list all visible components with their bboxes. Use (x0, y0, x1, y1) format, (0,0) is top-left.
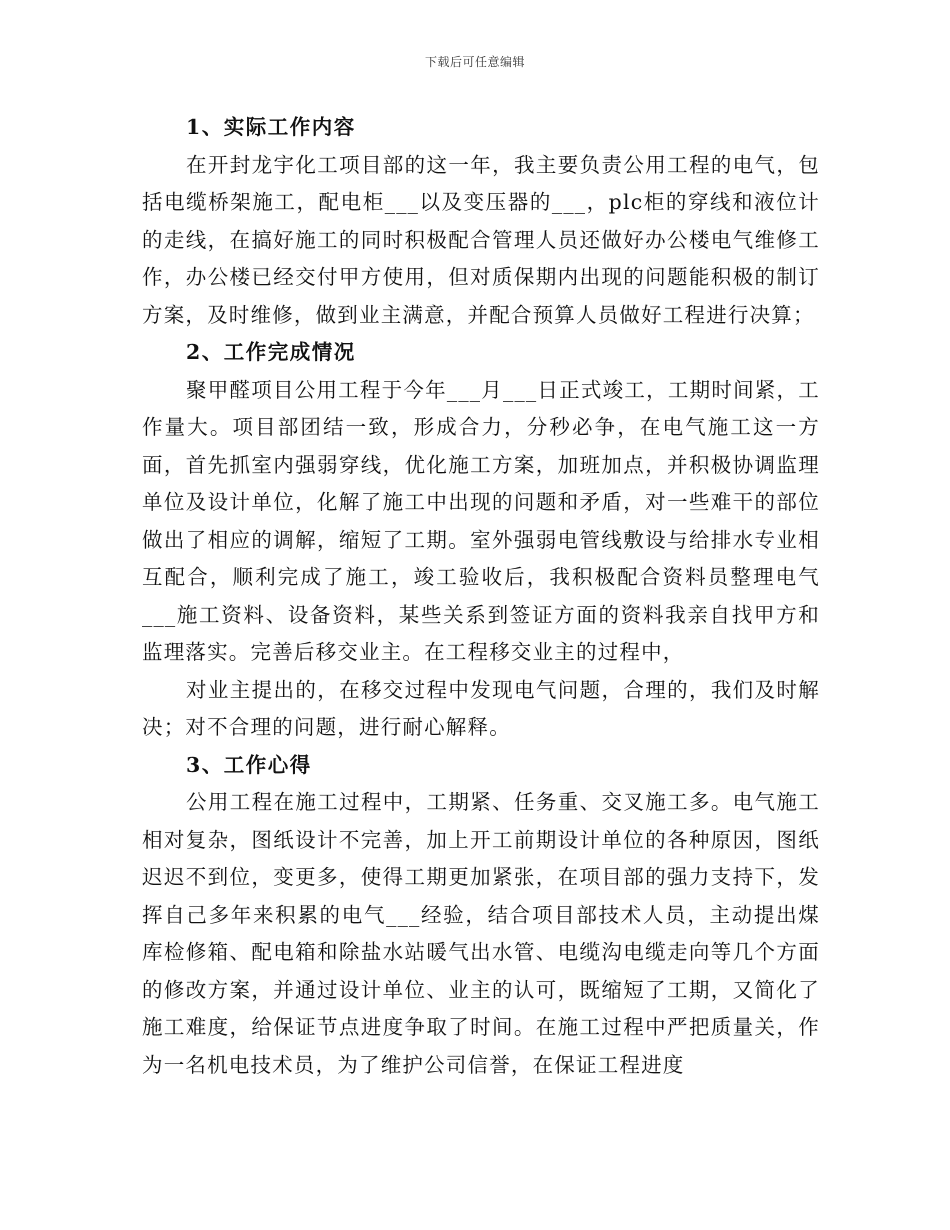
section-heading-work-completion: 2、工作完成情况 (186, 340, 356, 364)
document-body (142, 109, 820, 1084)
paragraph-work-insights: 公用工程在施工过程中，工期紧、任务重、交叉施工多。电气施工相对复杂，图纸设计不完善，加上开工前期设计单位的各种原因，图纸迟迟不到位，变更多，使得工期更加紧张，在项目部的强力支持下，发挥自己多年来积累的电气___经验，结合项目部技术人员，主动提出煤库检修箱、配电箱和除盐水站暖气出水管、电缆沟电缆走向等几个方面的修改方案，并通过设计单位、业主的认可，既缩短了工期，又简化了施工难度，给保证节点进度争取了时间。在施工过程中严把质量关，作为一名机电技术员，为了维护公司信誉，在保证工程进度 (142, 790, 820, 1077)
paragraph-work-completion-1: 聚甲醛项目公用工程于今年___月___日正式竣工，工期时间紧，工作量大。项目部团结一致，形成合力，分秒必争，在电气施工这一方面，首先抓室内强弱穿线，优化施工方案，加班加点，并积极协调监理单位及设计单位，化解了施工中出现的问题和矛盾，对一些难干的部位做出了相应的调解，缩短了工期。室外强弱电管线敷设与给排水专业相互配合，顺利完成了施工，竣工验收后，我积极配合资料员整理电气___施工资料、设备资料，某些关系到签证方面的资料我亲自找甲方和监理落实。完善后移交业主。在工程移交业主的过程中， (142, 377, 820, 664)
section-heading-work-content: 1、实际工作内容 (186, 115, 356, 139)
paragraph-work-content: 在开封龙宇化工项目部的这一年，我主要负责公用工程的电气，包括电缆桥架施工，配电柜___以及变压器的___，plc柜的穿线和液位计的走线，在搞好施工的同时积极配合管理人员还做好办公楼电气维修工作，办公楼已经交付甲方使用，但对质保期内出现的问题能积极的制订方案，及时维修，做到业主满意，并配合预算人员做好工程进行决算； (142, 152, 820, 327)
section-heading-work-insights: 3、工作心得 (186, 752, 312, 777)
paragraph-work-completion-2: 对业主提出的，在移交过程中发现电气问题，合理的，我们及时解决；对不合理的问题，进行耐心解释。 (142, 677, 820, 739)
page-header: 下载后可任意编辑 (424, 55, 525, 69)
